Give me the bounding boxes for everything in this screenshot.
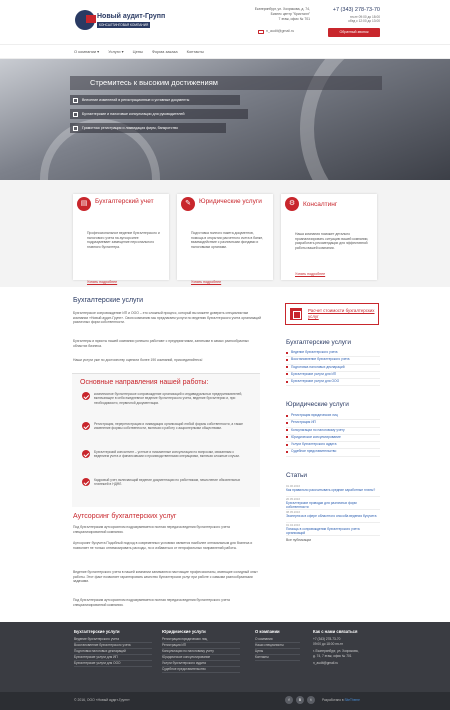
footer-contact-line: г. Екатеринбург, ул. Хохрякова, (313, 649, 359, 654)
sidebar-link[interactable]: Бухгалтерские услуги для ООО (286, 379, 380, 386)
nav-item-contacts[interactable]: Контакты (186, 49, 204, 55)
nav-item-about[interactable]: О компании ▾ (74, 49, 100, 55)
check-icon (82, 422, 90, 430)
footer-contact-line: +7 (343) 278-73-70 (313, 637, 341, 642)
outsourcing-paragraph: Ведение бухгалтерского учета в нашей компании занимаются настоящие профессионалы, имеющие солидный опыт работы. Этот факт позволяет гарантировать качество бухгалтерских услуг при работе с самыми разнообразными задачами. (73, 570, 258, 584)
hero-title: Стремитесь к высоким достижениям (70, 76, 382, 90)
logo-subtitle: КОНСАЛТИНГОВАЯ КОМПАНИЯ (99, 23, 149, 27)
price-calc-banner[interactable] (285, 303, 379, 325)
article-item (286, 484, 380, 497)
article-date: 01.06.2016 (286, 484, 300, 488)
footer-link[interactable]: Регистрация ИП (162, 643, 240, 649)
footer-link[interactable]: Контакты (255, 655, 300, 661)
header-email-link[interactable]: n_audit@gmail.ru (266, 29, 295, 33)
direction-text: Регистрация, перерегистрация и ликвидация организаций любой формы собственности, а также изменение формы собственности, включая и работу с акционерными обществами. (94, 422, 243, 431)
sidebar-accounting-list (286, 350, 380, 386)
sidebar-link[interactable]: Ведение бухгалтерского учета (286, 350, 380, 357)
directions-title: Основные направления нашей работы: (80, 379, 209, 386)
sidebar-link[interactable]: Услуги бухгалтерского аудита (286, 442, 380, 449)
footer-bottom-bar (0, 692, 450, 710)
articles-list (286, 484, 380, 536)
service-card-more-link[interactable]: Узнать подробнее (295, 272, 326, 276)
ledger-icon: ▤ (77, 197, 91, 211)
service-card-more-link[interactable]: Узнать подробнее (87, 280, 118, 284)
article-link[interactable]: Как правильно рассчитывать средние заработные платы? (286, 488, 376, 492)
developer-link[interactable]: SiteTheme (344, 698, 360, 702)
footer-col-title: Бухгалтерские услуги (74, 629, 120, 634)
pen-icon: ✎ (181, 197, 195, 211)
address (215, 7, 310, 21)
logo-mark-icon (75, 10, 95, 30)
mail-icon (258, 30, 264, 34)
directions-box (72, 373, 260, 507)
copyright: © 2016, ООО «Новый аудит-Групп» (74, 698, 130, 702)
service-card-legal (177, 194, 273, 284)
sidebar-link[interactable]: Судебное представительство (286, 449, 380, 456)
article-item (286, 523, 380, 536)
article-link[interactable]: Бухгалтерские проводки для различных форм собственности (286, 501, 357, 509)
address-line: 7 этаж, офис № 701 (278, 16, 310, 21)
service-card-title[interactable]: Бухгалтерский учет (95, 198, 154, 205)
direction-item (82, 392, 252, 418)
calculator-icon (290, 308, 302, 320)
service-card-desc: Профессиональное ведение бухгалтерского и налогового учета на аутсорсинге подразумевает замещение персонального главного бухгалтера. (87, 231, 160, 249)
article-date: 01.04.2016 (286, 523, 300, 527)
direction-item (82, 478, 252, 504)
site-header (0, 0, 450, 44)
direction-text: Бухгалтерский консалтинг – устные и письменные консультации по вопросам, связанным с ведением учета и финансовыми и производственными операциями, включая сложные случаи. (94, 450, 240, 459)
callback-button[interactable]: Обратный звонок (328, 28, 380, 37)
footer-col-about (255, 629, 300, 661)
footer-link[interactable]: Услуги бухгалтерского аудита (162, 661, 240, 667)
main-heading: Бухгалтерские услуги (73, 297, 144, 304)
article-link[interactable]: Экспертиза в сфере областного способа ведения бухучета (286, 514, 377, 518)
registration-icon (73, 126, 78, 131)
article-item (286, 510, 380, 523)
price-calc-label[interactable]: Расчет стоимости бухгалтерских услуг (308, 308, 375, 319)
footer-col-title: Юридические услуги (162, 629, 206, 634)
footer-link[interactable]: Наши специалисты (255, 643, 300, 649)
twitter-icon[interactable]: t (307, 696, 315, 704)
services-section (0, 180, 450, 287)
document-icon (73, 98, 78, 103)
sidebar-link[interactable]: Юридическое консультирование (286, 435, 380, 442)
hero-item-label: Бухгалтерские и налоговые консультации для руководителей (82, 112, 185, 116)
nav-item-services[interactable]: Услуги ▾ (108, 49, 124, 55)
sidebar-link[interactable]: Регистрация юридических лиц (286, 413, 380, 420)
service-card-desc: Наша компания поможет детально проанализировать ситуацию вашей компании, разработать рекомендации для эффективной работы вашей компании. (295, 232, 369, 250)
footer-link[interactable]: О компании (255, 637, 300, 643)
hero-item-label: Внесение изменений в регистрационные и уставные документы (82, 98, 190, 102)
intro-paragraph: Бухгалтеры и юристы нашей компании успешно работают с предприятиями, занятыми в самых разнообразных областях бизнеса. (73, 339, 249, 348)
sidebar-legal-heading: Юридические услуги (286, 401, 349, 408)
footer-link[interactable]: Цены (255, 649, 300, 655)
main-nav (0, 44, 450, 59)
gear-icon: ⚙ (285, 197, 299, 211)
footer-col-title: Как с нами связаться (313, 629, 358, 634)
footer-link[interactable]: Бухгалтерские услуги для ООО (74, 661, 152, 667)
footer-link[interactable]: Ведение бухгалтерского учета (74, 637, 152, 643)
logo-title: Новый аудит-Групп (97, 13, 166, 20)
consult-icon (73, 112, 78, 117)
developer-credit (322, 698, 360, 702)
service-card-title[interactable]: Консалтинг (303, 201, 338, 208)
outsourcing-paragraph: Под бухгалтерским аутсорсингом подразумевается полная передача ведения бухгалтерского учета специализированной компании. (73, 525, 230, 534)
footer-link[interactable]: Регистрация юридических лиц (162, 637, 240, 643)
article-link[interactable]: Помощь в сопровождении бухгалтерского учета организаций (286, 527, 360, 535)
header-phone[interactable]: +7 (343) 278-73-70 (332, 7, 380, 13)
nav-item-prices[interactable]: Цены (132, 49, 143, 55)
sidebar-link[interactable]: Консультации по налоговому учету (286, 428, 380, 435)
sidebar-link[interactable]: Восстановление бухгалтерского учета (286, 357, 380, 364)
sidebar-link[interactable]: Бухгалтерские услуги для ИП (286, 372, 380, 379)
direction-item (82, 450, 252, 476)
sidebar-legal-list (286, 413, 380, 457)
hero-item (70, 95, 240, 105)
service-card-accounting (73, 194, 169, 284)
footer-link[interactable]: Восстановление бухгалтерского учета (74, 643, 152, 649)
service-card-desc: Подготовка полного пакета документов, помощь в открытии расчетного счета в банке, взаимодействие с различными фондами и налоговыми органами. (191, 231, 264, 249)
work-hours (320, 15, 380, 24)
sidebar-link[interactable]: Подготовка налоговых деклараций (286, 365, 380, 372)
direction-text: Кадровый учет, включающий ведение документации по работникам, начисление обязательных платежей в НДФЛ. (94, 478, 241, 487)
footer-col-accounting (74, 629, 152, 667)
sidebar-articles-heading: Статьи (286, 472, 308, 479)
vk-icon[interactable]: В (296, 696, 304, 704)
hero-item (70, 123, 226, 133)
service-card-title[interactable]: Юридические услуги (199, 198, 262, 205)
nav-item-order-form[interactable]: Форма заказа (151, 49, 178, 55)
footer-contact-line: 09:00 до 18:00 пн-пт (313, 641, 343, 646)
outsourcing-paragraph: Аутсорсинг бухучета Подобный подход в современных условиях является наиболее оптимальным для бизнеса и позволяет не только оптимизировать расходы, но и избавиться от непрофильных направлений работы. (73, 541, 253, 550)
check-icon (82, 450, 90, 458)
intro-paragraph: Наши услуги уже по достоинству оценили более 190 компаний, присоединяйтесь! (73, 358, 203, 362)
hero-item (70, 109, 248, 119)
site-footer (0, 622, 450, 692)
developer-prefix: Разработано в (322, 698, 345, 702)
intro-paragraph: Бухгалтерское сопровождение ИП и ООО – это сложный процесс, который вы можете доверить специалистам компании «Новый аудит-Групп». Свою компанию мы предлагаем услуги по ведению бухгалтерского учета организаций различных форм собственности. (73, 311, 262, 325)
service-card-consulting (281, 194, 377, 280)
footer-col-title: О компании (255, 629, 280, 634)
footer-email-link[interactable]: n_audit@gmail.ru (313, 661, 339, 666)
hero-banner (0, 59, 450, 180)
address-line: Екатеринбург, ул. Хохрякова, д. 74, (254, 7, 310, 11)
check-icon (82, 478, 90, 486)
outsourcing-heading: Аутсорсинг бухгалтерских услуг (73, 513, 177, 520)
footer-contact-line: д. 74, 7 этаж, офис № 701 (313, 653, 352, 658)
article-date: 08.05.2016 (286, 510, 300, 514)
sidebar-accounting-heading: Бухгалтерские услуги (286, 339, 352, 346)
footer-col-legal (162, 629, 240, 673)
service-card-more-link[interactable]: Узнать подробнее (191, 280, 222, 284)
facebook-icon[interactable]: f (285, 696, 293, 704)
footer-col-contacts (313, 629, 383, 666)
all-articles-link[interactable]: Все публикации (286, 538, 312, 542)
footer-link[interactable]: Консультации по налоговому учету (162, 649, 240, 655)
hours-line: обед с 12:00 до 13:00 (348, 19, 380, 24)
footer-link[interactable]: Юридическое консультирование (162, 655, 240, 661)
hero-item-label: Грамотная регистрация и ликвидация фирм, банкротство (82, 126, 178, 130)
outsourcing-paragraph: Под бухгалтерским аутсорсингом подразумевается полная передача ведения бухгалтерского учета специализированной компании. (73, 598, 230, 607)
direction-item (82, 422, 252, 448)
check-icon (82, 392, 90, 400)
article-date: 20.05.2016 (286, 497, 300, 501)
sidebar-link[interactable]: Регистрация ИП (286, 420, 380, 427)
footer-link[interactable]: Судебное представительство (162, 667, 240, 673)
address-line: Бизнес центр "Кристалл" (270, 11, 310, 16)
footer-link[interactable]: Бухгалтерские услуги для ИП (74, 655, 152, 661)
direction-text: комплексное бухгалтерское сопровождение организаций и индивидуальных предпринимателей, включающее в себя ежедневное ведение бухгалтерского учета, ведение бухгалтерии и, при необходимости, первичной документации. (94, 392, 243, 405)
hours-line: пн-пт 09:00 до 18:00 (350, 15, 380, 19)
logo[interactable] (75, 9, 166, 33)
article-item (286, 497, 380, 510)
footer-link[interactable]: Подготовка налоговых деклараций (74, 649, 152, 655)
